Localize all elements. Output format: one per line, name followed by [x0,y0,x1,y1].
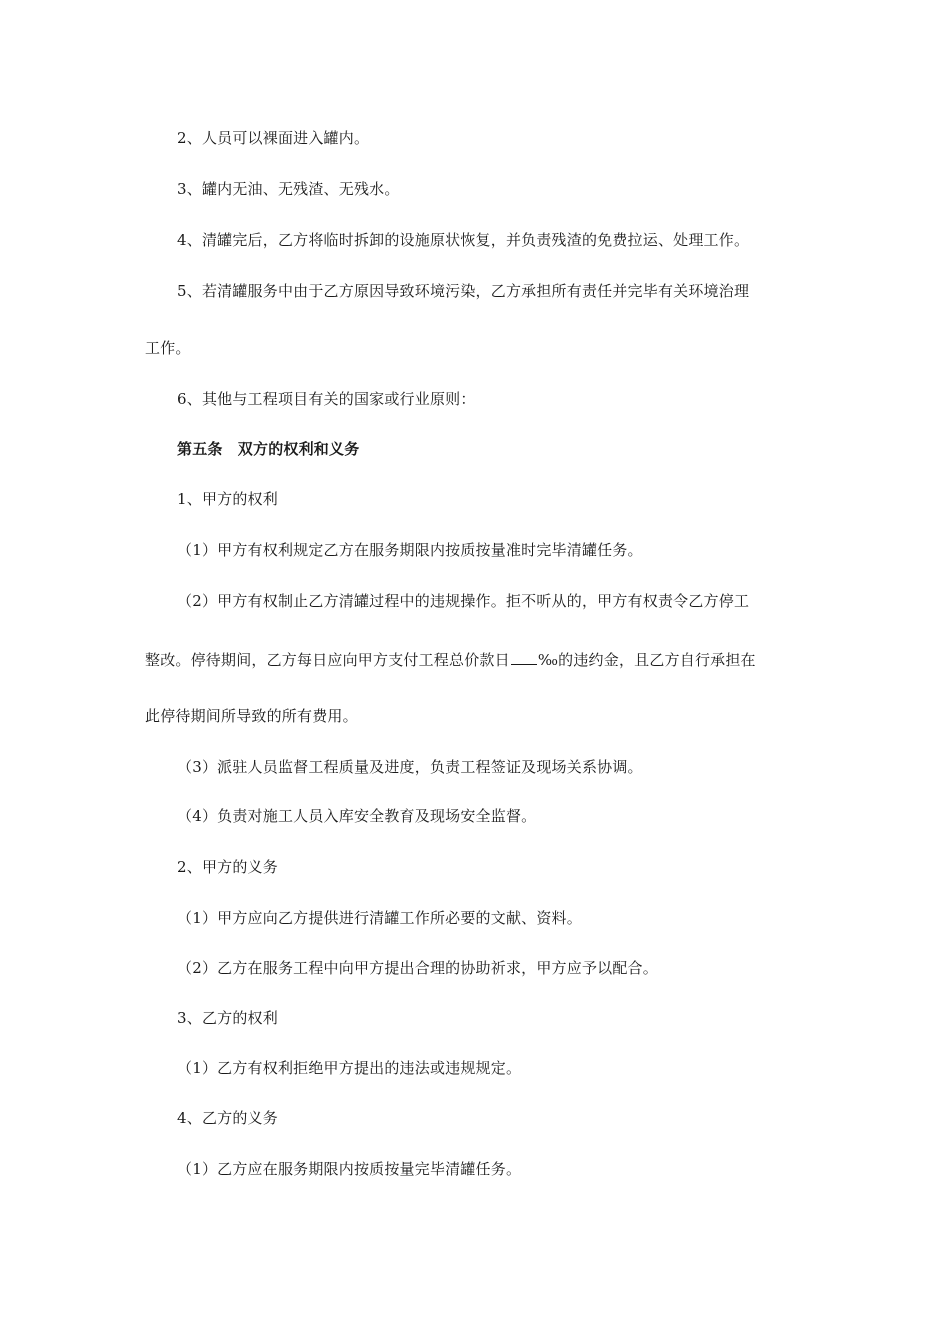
party-b-obligation-1: （1）乙方应在服务期限内按质按量完毕清罐任务。 [177,1160,522,1178]
clause-item-5-continued: 工作。 [145,339,191,357]
penalty-text-before-blank: 整改。停待期间，乙方每日应向甲方支付工程总价款日 [145,651,510,669]
penalty-rate-blank [511,650,537,665]
party-a-right-2: （2）甲方有权制止乙方清罐过程中的违规操作。拒不听从的，甲方有权责令乙方停工 [177,592,750,610]
party-b-right-1: （1）乙方有权利拒绝甲方提出的违法或违规规定。 [177,1059,522,1077]
clause-item-2: 2、人员可以裸面进入罐内。 [177,129,370,147]
party-a-right-3: （3）派驻人员监督工程质量及进度，负责工程签证及现场关系协调。 [177,758,643,776]
penalty-text-after-blank: ‰的违约金，且乙方自行承担在 [537,651,756,669]
clause-item-5: 5、若清罐服务中由于乙方原因导致环境污染，乙方承担所有责任并完毕有关环境治理 [177,282,750,300]
subheading-party-b-obligations: 4、乙方的义务 [177,1109,278,1127]
clause-item-3: 3、罐内无油、无残渣、无残水。 [177,180,400,198]
party-a-right-4: （4）负责对施工人员入库安全教育及现场安全监督。 [177,807,537,825]
party-a-right-1: （1）甲方有权利规定乙方在服务期限内按质按量准时完毕清罐任务。 [177,541,643,559]
subheading-party-a-rights: 1、甲方的权利 [177,490,278,508]
subheading-party-a-obligations: 2、甲方的义务 [177,858,278,876]
clause-item-6: 6、其他与工程项目有关的国家或行业原则： [177,390,476,408]
party-a-obligation-1: （1）甲方应向乙方提供进行清罐工作所必要的文献、资料。 [177,909,582,927]
party-a-right-2-continued [145,650,756,670]
party-a-right-2-end: 此停待期间所导致的所有费用。 [145,707,358,725]
subheading-party-b-rights: 3、乙方的权利 [177,1009,278,1027]
section-heading-article-5: 第五条 双方的权利和义务 [177,440,360,458]
clause-item-4: 4、清罐完后，乙方将临时拆卸的设施原状恢复，并负责残渣的免费拉运、处理工作。 [177,231,750,249]
party-a-obligation-2: （2）乙方在服务工程中向甲方提出合理的协助祈求，甲方应予以配合。 [177,959,658,977]
